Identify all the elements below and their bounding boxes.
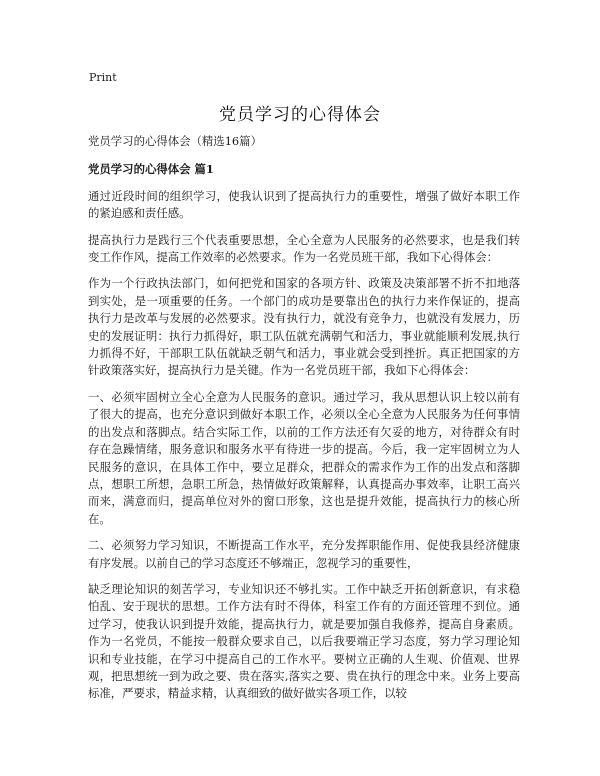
paragraph: 一、必须牢固树立全心全意为人民服务的意识。通过学习，我从思想认识上较以前有了很大的提高，也充分意识到做好本职工作，必须以全心全意为人民服务为任何事情的出发点和落脚点。结合实际工作，以前的工作方法还有欠妥的地方，对待群众有时存在急躁情绪，服务意识和服务水平有待进一步的提高。今后，我一定牢固树立为人民服务的意识，在具体工作中，要立足群众，把群众的需求作为工作的出发点和落脚点，想职工所想，急职工所急，热情做好政策解释，认真提高办事效率，让职工高兴而来，满意而归，提高单位对外的窗口形象，这也是提升效能，提高执行力的核心所在。	[88, 389, 520, 526]
paragraph: 二、必须努力学习知识，不断提高工作水平，充分发挥职能作用、促使我县经济健康有序发展。以前自己的学习态度还不够端正，忽视学习的重要性，	[88, 538, 520, 570]
section-heading: 党员学习的心得体会 篇1	[88, 162, 214, 177]
document-body	[88, 133, 520, 712]
paragraph: 通过近段时间的组织学习，使我认识到了提高执行力的重要性，增强了做好本职工作的紧迫感和责任感。	[88, 188, 520, 221]
paragraph: 作为一个行政执法部门，如何把党和国家的各项方针、政策及决策部署不折不扣地落到实处，是一项重要的任务。一个部门的成功是要靠出色的执行力来作保证的，提高执行力是改革与发展的必然要求。没有执行力，就没有竞争力，也就没有发展力，历史的发展证明：执行力抓得好，职工队伍就充满朝气和活力，事业就能顺利发展,执行力抓得不好，干部职工队伍就缺乏朝气和活力，事业就会受到挫折。真正把国家的方针政策落实好，提高执行力是关键。作为一名党员班干部，我如下心得体会：	[88, 276, 520, 378]
document-subtitle: 党员学习的心得体会（精选16篇）	[88, 134, 262, 148]
print-link[interactable]: Print	[89, 71, 117, 84]
paragraph: 提高执行力是践行三个代表重要思想，全心全意为人民服务的必然要求，也是我们转变工作作风，提高工作效率的必然要求。作为一名党员班干部，我如下心得体会：	[88, 232, 520, 265]
page-title: 党员学习的心得体会	[219, 105, 381, 125]
paragraph: 缺乏理论知识的刻苦学习，专业知识还不够扎实。工作中缺乏开拓创新意识，有求稳怕乱、安于现状的思想。工作方法有时不得体，科室工作有的方面还管理不到位。通过学习，使我认识到提升效能，提高执行力，就是要加强自我修养，提高自身素质。作为一名党员，不能按一般群众要求自己，以后我要端正学习态度，努力学习理论知识和专业技能，在学习中提高自己的工作水平。要树立正确的人生观、价值观、世界观，把思想统一到为政之要、贵在落实,落实之要、贵在执行的理念中来。业务上要高标准，严要求，精益求精，认真细致的做好做实各项工作，以较	[88, 581, 520, 701]
